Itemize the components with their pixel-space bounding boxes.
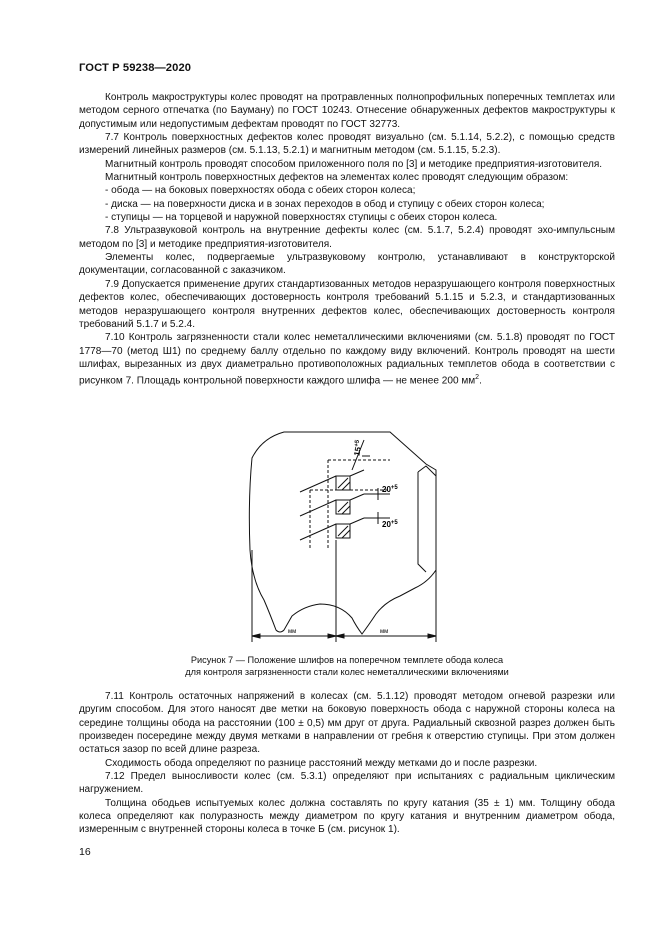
dimension-label-mid1: $20^{+5}$: [382, 485, 398, 494]
superscript: 2: [475, 374, 480, 382]
paragraph: 7.7 Контроль поверхностных дефектов колес проводят визуально (см. 5.1.14, 5.2.2), с помощью средств измерений линейных размеров (см. 5.1.13, 5.2.1) и магнитным методом (см. 5.1.15, 5.2.3).: [79, 132, 615, 157]
list-item: - ступицы — на торцевой и наружной поверхностях ступицы с обеих сторон колеса.: [105, 212, 498, 224]
paragraph: Магнитный контроль проводят способом приложенного поля по [3] и методике предприятия-изготовителя.: [105, 158, 603, 170]
paragraph: Контроль макроструктуры колес проводят на протравленных полнопрофильных поперечных темплетах или методом серного отпечатка (по Бауману) по ГОСТ 10243. Отнесение обнаруженных дефектов макроструктуры к допустимым или недопустимым дефектам проводят по ГОСТ 32773.: [79, 92, 615, 130]
paragraph: Толщина ободьев испытуемых колес должна составлять по кругу катания (35 ± 1) мм. Толщину обода колеса определяют как полуразность между диаметром по кругу катания и внутренним диаметром обода, измеренным с внутренней стороны колеса в точке Б (см. рисунок 1).: [79, 797, 615, 836]
paragraph: [79, 331, 615, 388]
rim-profile: [249, 432, 436, 634]
paragraph: 7.12 Предел выносливости колес (см. 5.3.1) определяют при испытаниях с радиальным циклическим нагружением.: [79, 771, 615, 796]
text-block-top: [79, 91, 615, 388]
paragraph: Магнитный контроль поверхностных дефектов на элементах колес проводят следующим образом:: [105, 172, 569, 184]
rim-inner-line: [418, 466, 436, 572]
paragraph: Элементы колес, подвергаемые ультразвуковому контролю, устанавливают в конструкторской документации, согласованной с заказчиком.: [79, 252, 615, 277]
punctuation: .: [479, 375, 482, 387]
figure-7-drawing: [240, 430, 470, 655]
dimension-label-top: $15^{+5}$: [352, 439, 363, 457]
page-number: 16: [79, 846, 91, 858]
paragraph: Сходимость обода определяют по разнице расстояний между метками до и после разрезки.: [105, 757, 538, 769]
text-block-bottom: [79, 690, 615, 837]
document-header: ГОСТ Р 59238—2020: [79, 62, 192, 74]
dimension-label-bottom-right: мм: [380, 629, 389, 635]
paragraph: 7.8 Ультразвуковой контроль на внутренние дефекты колес (см. 5.1.7, 5.2.4) проводят эхо-импульсным методом по [3] и методике предприятия-изготовителя.: [79, 225, 615, 250]
dimension-label-bottom-left: мм: [288, 629, 297, 635]
paragraph: 7.9 Допускается применение других стандартизованных методов неразрушающего контроля поверхностных дефектов колес, обеспечивающих достоверность контроля требований 5.1.15 и 5.2.3, и стандартизованных методов неразрушающего контроля внутренних дефектов колес, обеспечивающих достоверность контроля требований 5.1.7 и 5.2.4.: [79, 278, 615, 330]
list-item: - обода — на боковых поверхностях обода с обеих сторон колеса;: [105, 185, 416, 197]
caption-line: для контроля загрязненности стали колес неметаллическими включениями: [185, 667, 509, 678]
figure-caption: [79, 654, 615, 679]
dimension-label-mid2: $20^{+5}$: [382, 520, 398, 529]
caption-line: Рисунок 7 — Положение шлифов на поперечном темплете обода колеса: [190, 655, 504, 665]
paragraph-text: 7.10 Контроль загрязненности стали колес неметаллическими включениями (см. 5.1.8) проводят по ГОСТ 1778—70 (метод Ш1) по среднему баллу отдельно по каждому виду включений. Контроль проводят на шести шлифах, вырезанных из двух диаметрально противоположных радиальных темплетов обода в соответствии с рисунком 7. Площадь контрольной поверхности каждого шлифа — не менее 200 мм: [79, 332, 615, 387]
paragraph: 7.11 Контроль остаточных напряжений в колесах (см. 5.1.12) проводят методом огневой разрезки или другим способом. Для этого наносят две метки на боковую поверхность обода с наружной стороны колеса на середине толщины обода на расстоянии (100 ± 0,5) мм друг от друга. Радиальный сквозной разрез должен быть произведен посередине между двумя метками в направлении от гребня к отверстию ступицы. При этом должен остаться зазор по всей длине разреза.: [79, 691, 615, 756]
list-item: - диска — на поверхности диска и в зонах переходов в обод и ступицу с обеих сторон колеса;: [105, 198, 545, 210]
specimen-hatch: [338, 478, 350, 538]
